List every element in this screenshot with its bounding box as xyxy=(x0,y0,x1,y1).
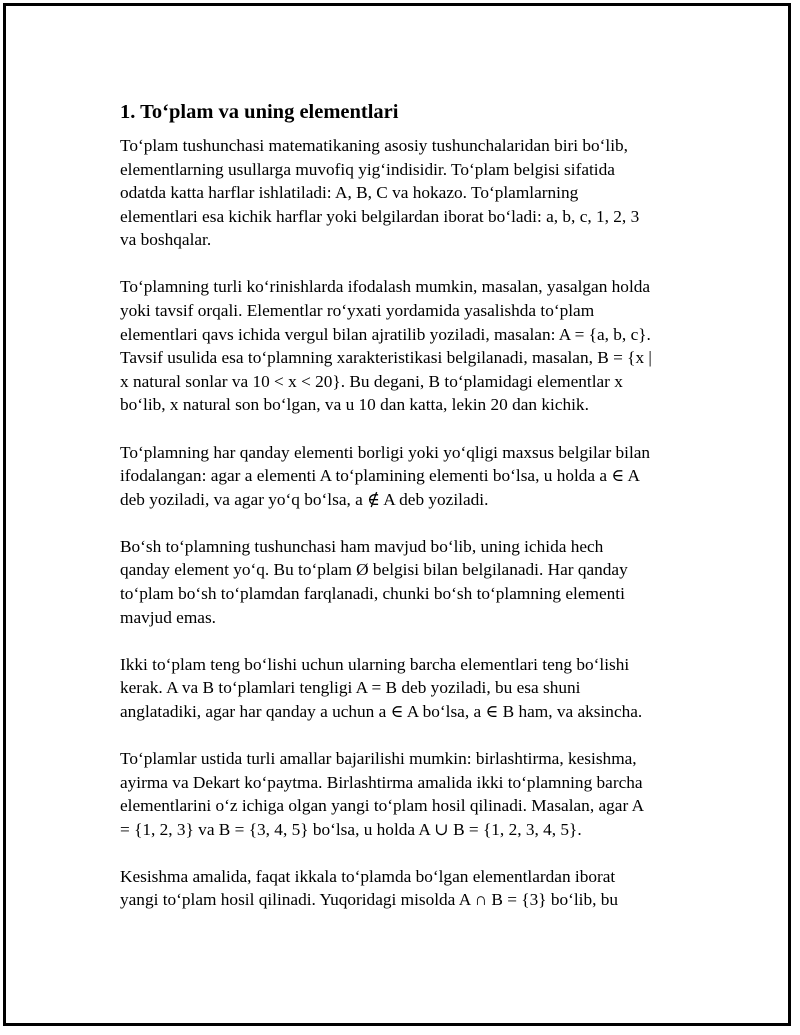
paragraph-intersection: Kesishma amalida, faqat ikkala to‘plamda bo‘lgan elementlardan iborat yangi to‘plam hosil qilinadi. Yuqoridagi misolda A ∩ B = {3} bo‘lib, bu xyxy=(120,866,619,910)
document-body xyxy=(120,97,688,936)
section-heading: 1. To‘plam va uning elementlari xyxy=(120,101,399,123)
paragraph-set-definition: To‘plam tushunchasi matematikaning asosiy tushunchalaridan biri bo‘lib, elementlarning usullarga muvofiq yig‘indisidir. To‘plam belgisi sifatida odatda katta harflar ishlatiladi: A, B, C va hokazo. To‘plamlarning elementlari esa kichik harflar yoki belgilardan iborat bo‘ladi: a, b, c, 1, 2, 3 va boshqalar. xyxy=(120,136,640,250)
paragraph-set-representation: To‘plamning turli ko‘rinishlarda ifodalash mumkin, masalan, yasalgan holda yoki tavsif orqali. Elementlar ro‘yxati yordamida yasalishda to‘plam elementlari qavs ichida vergul bilan ajratilib yoziladi, masalan: A = {a, b, c}. Tavsif usulida esa to‘plamning xarakteristikasi belgilanadi, masalan, B = {x | x natural sonlar va 10 < x < 20}. Bu degani, B to‘plamidagi elementlar x bo‘lib, x natural son bo‘lgan, va u 10 dan katta, lekin 20 dan kichik. xyxy=(120,277,652,415)
paragraph-set-equality: Ikki to‘plam teng bo‘lishi uchun ularning barcha elementlari teng bo‘lishi kerak. A va B to‘plamlari tengligi A = B deb yoziladi, bu esa shuni anglatadiki, agar har qanday a uchun a ∈ A bo‘lsa, a ∈ B ham, va aksincha. xyxy=(120,654,643,721)
paragraph-empty-set: Bo‘sh to‘plamning tushunchasi ham mavjud bo‘lib, uning ichida hech qanday element yo‘q. Bu to‘plam Ø belgisi bilan belgilanadi. Har qanday to‘plam bo‘sh to‘plamdan farqlanadi, chunki bo‘sh to‘plamning elementi mavjud emas. xyxy=(120,536,628,627)
paragraph-membership: To‘plamning har qanday elementi borligi yoki yo‘qligi maxsus belgilar bilan ifodalangan: agar a elementi A to‘plamining elementi bo‘lsa, u holda a ∈ A deb yoziladi, va agar yo‘q bo‘lsa, a ∉ A deb yoziladi. xyxy=(120,442,651,509)
paragraph-set-operations: To‘plamlar ustida turli amallar bajarilishi mumkin: birlashtirma, kesishma, ayirma va Dekart ko‘paytma. Birlashtirma amalida ikki to‘plamning barcha elementlarini o‘z ichiga olgan yangi to‘plam hosil qilinadi. Masalan, agar A = {1, 2, 3} va B = {3, 4, 5} bo‘lsa, u holda A ∪ B = {1, 2, 3, 4, 5}. xyxy=(120,748,645,839)
page-frame xyxy=(3,3,791,1026)
